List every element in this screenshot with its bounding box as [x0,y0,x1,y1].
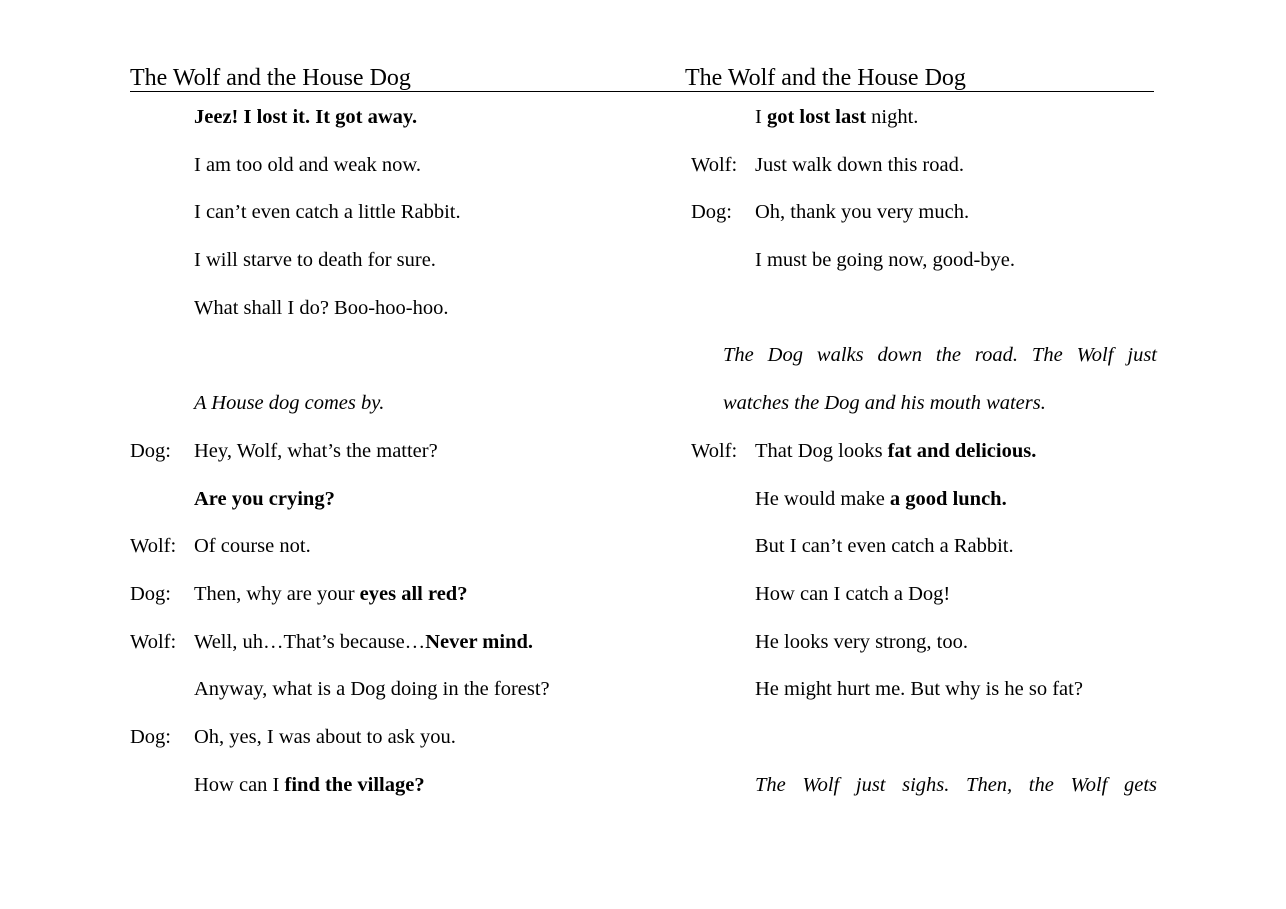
text-phrase: The Wolf just sighs. Then, the Wolf gets [755,773,1157,796]
dialogue-line [691,105,1157,153]
dialogue-text [194,105,417,129]
right-page-column [691,105,1157,820]
speaker-label: Dog: [130,582,171,605]
dialogue-line [130,439,570,487]
text-phrase: He looks very strong, too. [755,630,968,653]
dialogue-text [755,487,1007,511]
speaker-label: Dog: [691,201,732,224]
dialogue-text [194,439,438,463]
dialogue-text [755,582,950,606]
dialogue-line [691,725,1157,773]
dialogue-text [194,534,311,558]
text-phrase: I am too old and weak now. [194,153,421,176]
dialogue-line [691,153,1157,201]
bold-phrase: eyes all red? [359,582,468,605]
text-phrase: Well, uh…That’s because… [194,630,426,653]
speaker-label: Dog: [130,725,171,748]
dialogue-text [755,677,1083,701]
stage-direction-line [691,773,1157,821]
text-phrase: How can I catch a Dog! [755,582,951,605]
dialogue-text [755,534,1014,558]
stage-direction-text [723,343,1157,367]
left-page-column [130,105,570,820]
text-phrase: Then, why are your [194,582,360,605]
bold-phrase: find the village? [284,773,425,796]
stage-direction-line [691,391,1157,439]
dialogue-line [691,487,1157,535]
speaker-label: Wolf: [130,535,177,558]
speaker-label: Wolf: [691,153,738,176]
dialogue-text [194,582,467,606]
text-phrase: That Dog looks [755,439,888,462]
dialogue-line [691,439,1157,487]
bold-phrase: Never mind. [425,630,533,653]
dialogue-text [755,248,1015,272]
dialogue-text [194,677,550,701]
text-phrase: watches the Dog and his mouth waters. [723,392,1046,415]
page-header [130,64,1154,92]
speaker-label: Wolf: [691,439,738,462]
right-page-title: The Wolf and the House Dog [685,65,966,91]
dialogue-line [130,105,570,153]
left-page-title: The Wolf and the House Dog [130,65,411,91]
dialogue-text [194,296,449,320]
dialogue-line [691,296,1157,344]
text-phrase: I must be going now, good-bye. [755,249,1016,272]
stage-direction-text [194,391,384,415]
dialogue-text [194,487,335,511]
dialogue-line [130,296,570,344]
text-phrase: night. [866,106,919,128]
text-phrase: Just walk down this road. [755,153,964,176]
dialogue-line [691,677,1157,725]
dialogue-text [194,773,425,797]
text-phrase: Of course not. [194,535,311,558]
text-phrase: Anyway, what is a Dog doing in the forest? [194,678,550,701]
bold-phrase: a good lunch. [889,487,1007,510]
dialogue-line [130,677,570,725]
dialogue-line [691,630,1157,678]
text-phrase: I [755,106,767,128]
dialogue-text [755,439,1036,463]
dialogue-text [194,200,461,224]
bold-phrase: Jeez! I lost it. It got away. [194,106,418,128]
bold-phrase: fat and delicious. [887,439,1037,462]
text-phrase: Oh, thank you very much. [755,201,970,224]
stage-direction-text [755,773,1157,797]
dialogue-line [130,773,570,821]
bold-phrase: got lost last [766,106,867,128]
dialogue-line [691,248,1157,296]
dialogue-text [194,725,456,749]
dialogue-line [130,487,570,535]
dialogue-text [755,200,969,224]
bold-phrase: Are you crying? [194,487,335,510]
text-phrase: Oh, yes, I was about to ask you. [194,725,456,748]
stage-direction-line [130,391,570,439]
dialogue-line [130,630,570,678]
text-phrase: He might hurt me. But why is he so fat? [755,678,1083,701]
dialogue-line [691,582,1157,630]
dialogue-line [130,534,570,582]
stage-direction-text [723,391,1046,415]
dialogue-text [755,153,964,177]
text-phrase: I can’t even catch a little Rabbit. [194,201,461,224]
dialogue-line [130,200,570,248]
dialogue-line [130,343,570,391]
speaker-label: Wolf: [130,630,177,653]
speaker-label: Dog: [130,439,171,462]
text-phrase: But I can’t even catch a Rabbit. [755,535,1014,558]
text-phrase: I will starve to death for sure. [194,249,436,272]
text-phrase: He would make [755,487,890,510]
dialogue-line [130,725,570,773]
dialogue-text [755,630,968,654]
text-phrase: The Dog walks down the road. The Wolf just [723,344,1157,367]
text-phrase: Hey, Wolf, what’s the matter? [194,439,438,462]
text-phrase: A House dog comes by. [194,392,385,415]
dialogue-line [691,534,1157,582]
dialogue-text [755,105,918,129]
dialogue-line [130,153,570,201]
text-phrase: What shall I do? Boo-hoo-hoo. [194,296,449,319]
dialogue-text [194,153,421,177]
dialogue-line [691,200,1157,248]
dialogue-text [194,630,533,654]
dialogue-text [194,248,436,272]
stage-direction-line [691,343,1157,391]
dialogue-line [130,248,570,296]
dialogue-line [130,582,570,630]
text-phrase: How can I [194,773,285,796]
